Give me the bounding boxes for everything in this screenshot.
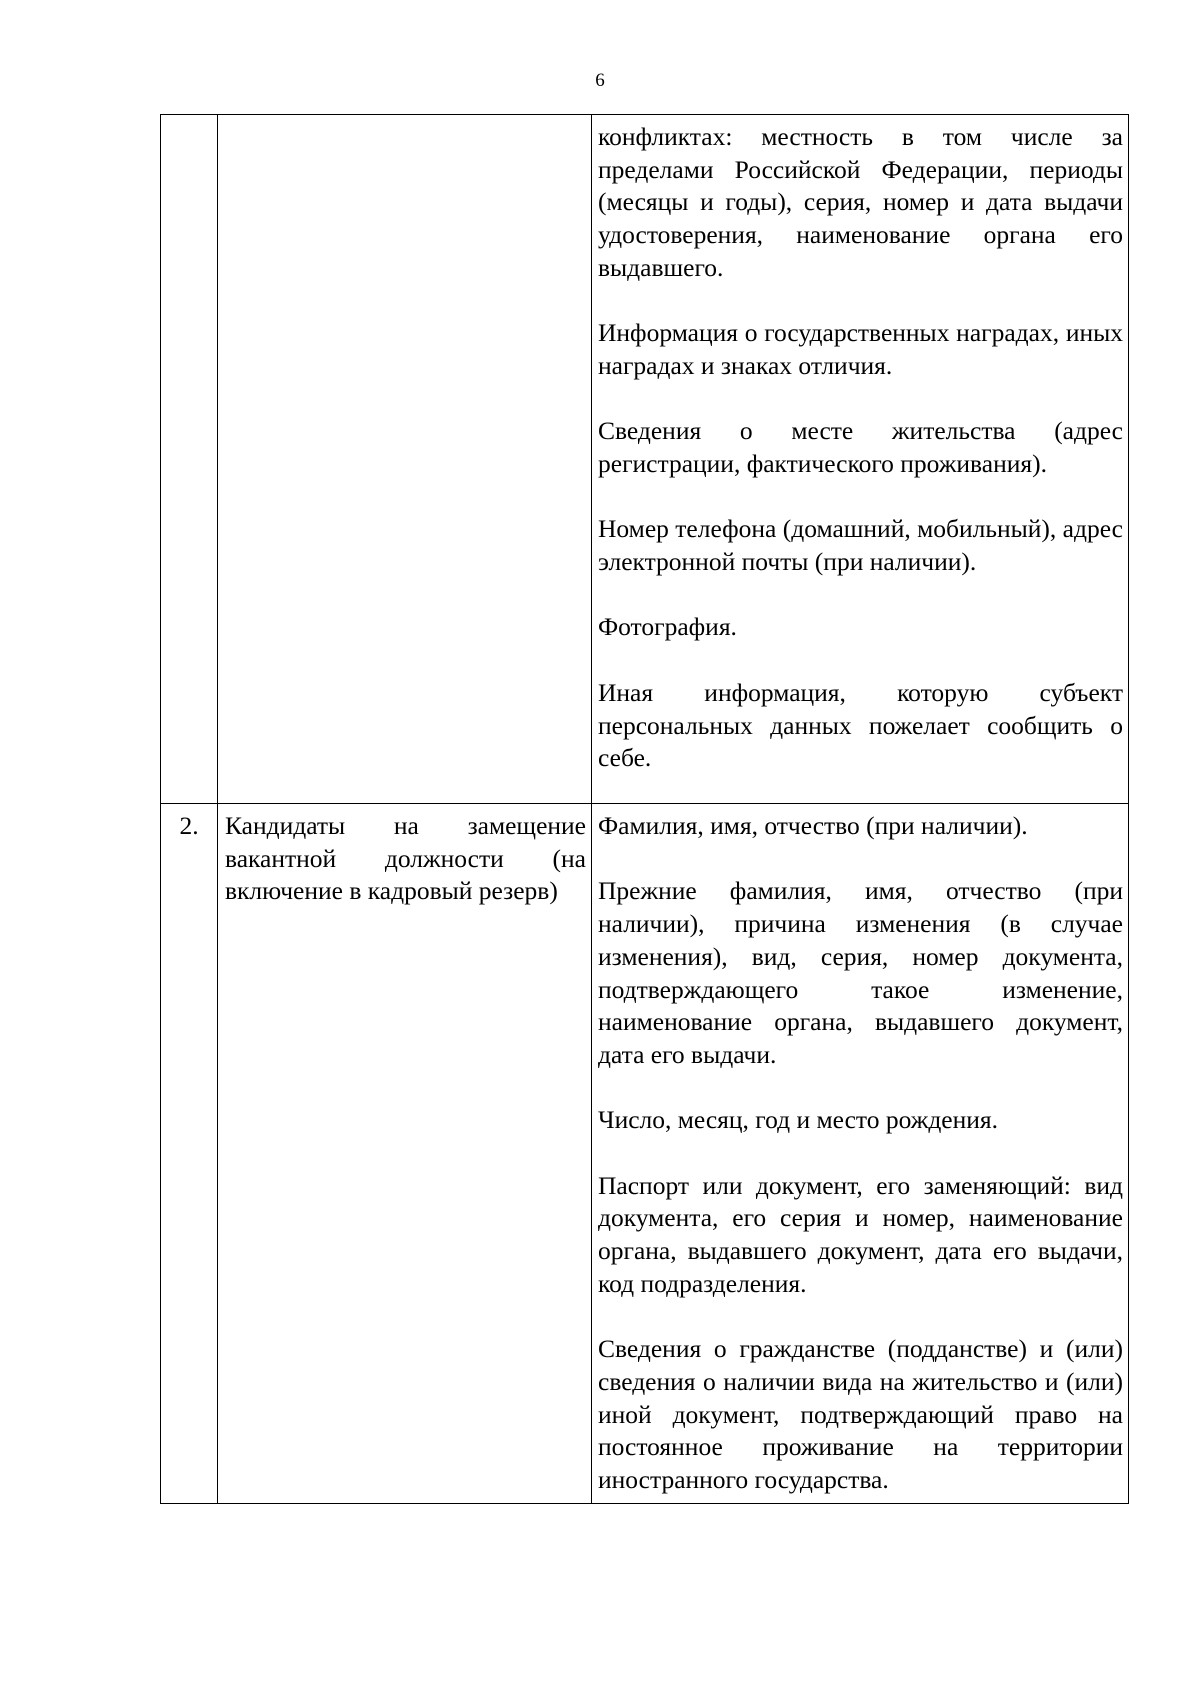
data-item: Фамилия, имя, отчество (при наличии).	[598, 811, 1028, 840]
data-item: Число, месяц, год и место рождения.	[598, 1105, 999, 1135]
data-item: Информация о государственных наградах, иных наградах и знаках отличия.	[598, 318, 1123, 380]
data-item: Иная информация, которую субъект персональных данных пожелает сообщить о себе.	[598, 677, 1123, 773]
personal-data-table	[160, 114, 1129, 1504]
category-text: Кандидаты на замещение вакантной должности (на включение в кадровый резерв)	[225, 811, 586, 906]
data-item: Номер телефона (домашний, мобильный), адрес электронной почты (при наличии).	[598, 514, 1123, 577]
data-item: Прежние фамилия, имя, отчество (при наличии), причина изменения (в случае изменения), вид, серия, номер документа, подтверждающего такое изменение, наименование органа, выдавшего документ, дата его выдачи.	[598, 876, 1123, 1069]
data-item: Сведения о гражданстве (подданстве) и (или) сведения о наличии вида на жительство и (или) иной документ, подтверждающий право на постоянное проживание на территории иностранного государства.	[598, 1334, 1123, 1494]
category-cell	[218, 115, 592, 804]
data-list-cell	[592, 115, 1129, 804]
data-item: Паспорт или документ, его заменяющий: вид документа, его серия и номер, наименование органа, выдавшего документ, дата его выдачи, код подразделения.	[598, 1170, 1123, 1298]
category-cell	[218, 804, 592, 1504]
data-item: Сведения о месте жительства (адрес регистрации, фактического проживания).	[598, 416, 1123, 478]
page-number: 6	[595, 70, 605, 91]
data-item: конфликтах: местность в том числе за пределами Российской Федерации, периоды (месяцы и годы), серия, номер и дата выдачи удостоверения, наименование органа его выдавшего.	[598, 122, 1123, 282]
row-number-cell	[161, 115, 218, 804]
data-list-cell	[592, 804, 1129, 1504]
row-number-cell: 2.	[161, 804, 218, 1504]
data-item: Фотография.	[598, 612, 737, 642]
table-row	[161, 115, 1129, 804]
table-row	[161, 804, 1129, 1504]
